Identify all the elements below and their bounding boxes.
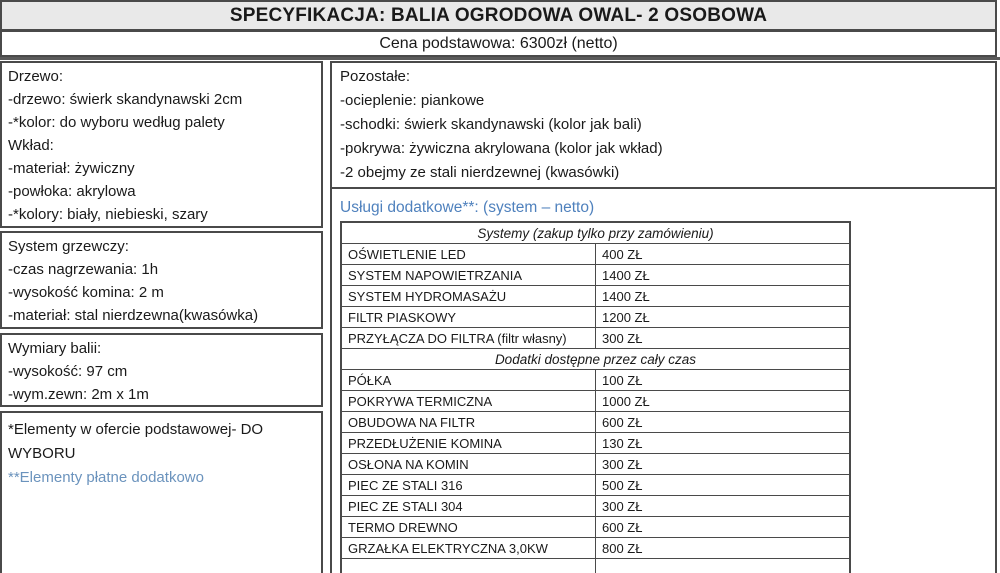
table-row [341,286,850,307]
table-row [341,391,850,412]
section-other [332,63,995,189]
table-row [341,538,850,559]
item-label: OSŁONA NA KOMIN [341,454,596,475]
table-row [341,265,850,286]
spec-line: -wysokość komina: 2 m [8,284,164,301]
spec-line: -powłoka: akrylowa [8,183,136,200]
section-wood-insert [0,61,323,228]
table-row [341,454,850,475]
item-price: 500 ZŁ [596,475,851,496]
spec-line: -ocieplenie: piankowe [340,92,485,109]
item-label: PRZEDŁUŻENIE KOMINA [341,433,596,454]
item-price: 1400 ZŁ [596,286,851,307]
item-label: PÓŁKA [341,370,596,391]
table-section-header-row [341,222,850,244]
section-dimensions [0,333,323,407]
item-label: OBUDOWA NA FILTR [341,412,596,433]
item-label: SYSTEM HYDROMASAŻU [341,286,596,307]
spec-line: -*kolory: biały, niebieski, szary [8,206,208,223]
table-section-header: Systemy (zakup tylko przy zamówieniu) [341,222,850,244]
item-price: 300 ZŁ [596,496,851,517]
spec-line: System grzewczy: [8,238,129,255]
footnote-base-elements: *Elementy w ofercie podstawowej- DO WYBORU [8,421,264,462]
additional-services-heading: Usługi dodatkowe**: (system – netto) [340,199,595,216]
item-label: TERMO DREWNO [341,517,596,538]
table-row-partial [341,559,850,573]
table-row [341,370,850,391]
left-column [0,61,323,573]
horizontal-divider [0,57,1000,60]
document-title: SPECYFIKACJA: BALIA OGRODOWA OWAL- 2 OSOBOWA [0,0,997,31]
spec-line: -materiał: żywiczny [8,160,135,177]
spec-line: -schodki: świerk skandynawski (kolor jak bali) [340,116,642,133]
item-price: 1200 ZŁ [596,307,851,328]
footnote-paid-elements: **Elementy płatne dodatkowo [8,469,204,486]
item-price: 600 ZŁ [596,517,851,538]
item-price: 1000 ZŁ [596,391,851,412]
item-price: 800 ZŁ [596,538,851,559]
spec-line: -pokrywa: żywiczna akrylowana (kolor jak wkład) [340,140,663,157]
table-row [341,307,850,328]
item-price: 400 ZŁ [596,244,851,265]
table-section-header: Dodatki dostępne przez cały czas [341,349,850,370]
item-price: 300 ZŁ [596,454,851,475]
item-label: PIEC ZE STALI 304 [341,496,596,517]
section-footnotes [0,411,323,573]
spec-line: -wysokość: 97 cm [8,363,128,380]
table-row [341,244,850,265]
item-label: PIEC ZE STALI 316 [341,475,596,496]
table-row [341,433,850,454]
item-label [341,559,596,573]
table-row [341,412,850,433]
item-price: 600 ZŁ [596,412,851,433]
item-label: GRZAŁKA ELEKTRYCZNA 3,0KW [341,538,596,559]
item-label: PRZYŁĄCZA DO FILTRA (filtr własny) [341,328,596,349]
section-heating-system [0,231,323,329]
table-row [341,496,850,517]
item-label: POKRYWA TERMICZNA [341,391,596,412]
table-row [341,328,850,349]
item-price [596,559,851,573]
item-label: OŚWIETLENIE LED [341,244,596,265]
spec-line: Drzewo: [8,68,64,85]
services-table-body [341,222,850,573]
spec-line: -wym.zewn: 2m x 1m [8,386,149,403]
item-label: FILTR PIASKOWY [341,307,596,328]
item-price: 300 ZŁ [596,328,851,349]
right-column [330,61,997,573]
spec-line: Wymiary balii: [8,340,102,357]
spec-line: -drzewo: świerk skandynawski 2cm [8,91,243,108]
item-price: 1400 ZŁ [596,265,851,286]
table-row [341,517,850,538]
services-table [340,221,851,573]
spec-line: Wkład: [8,137,54,154]
table-section-header-row [341,349,850,370]
item-label: SYSTEM NAPOWIETRZANIA [341,265,596,286]
table-row [341,475,850,496]
spec-line: -*kolor: do wyboru według palety [8,114,225,131]
item-price: 100 ZŁ [596,370,851,391]
spec-line: Pozostałe: [340,68,411,85]
spec-line: -2 obejmy ze stali nierdzewnej (kwasówki) [340,164,620,181]
base-price: Cena podstawowa: 6300zł (netto) [0,31,997,57]
spec-line: -materiał: stal nierdzewna(kwasówka) [8,307,259,324]
spec-line: -czas nagrzewania: 1h [8,261,159,278]
item-price: 130 ZŁ [596,433,851,454]
